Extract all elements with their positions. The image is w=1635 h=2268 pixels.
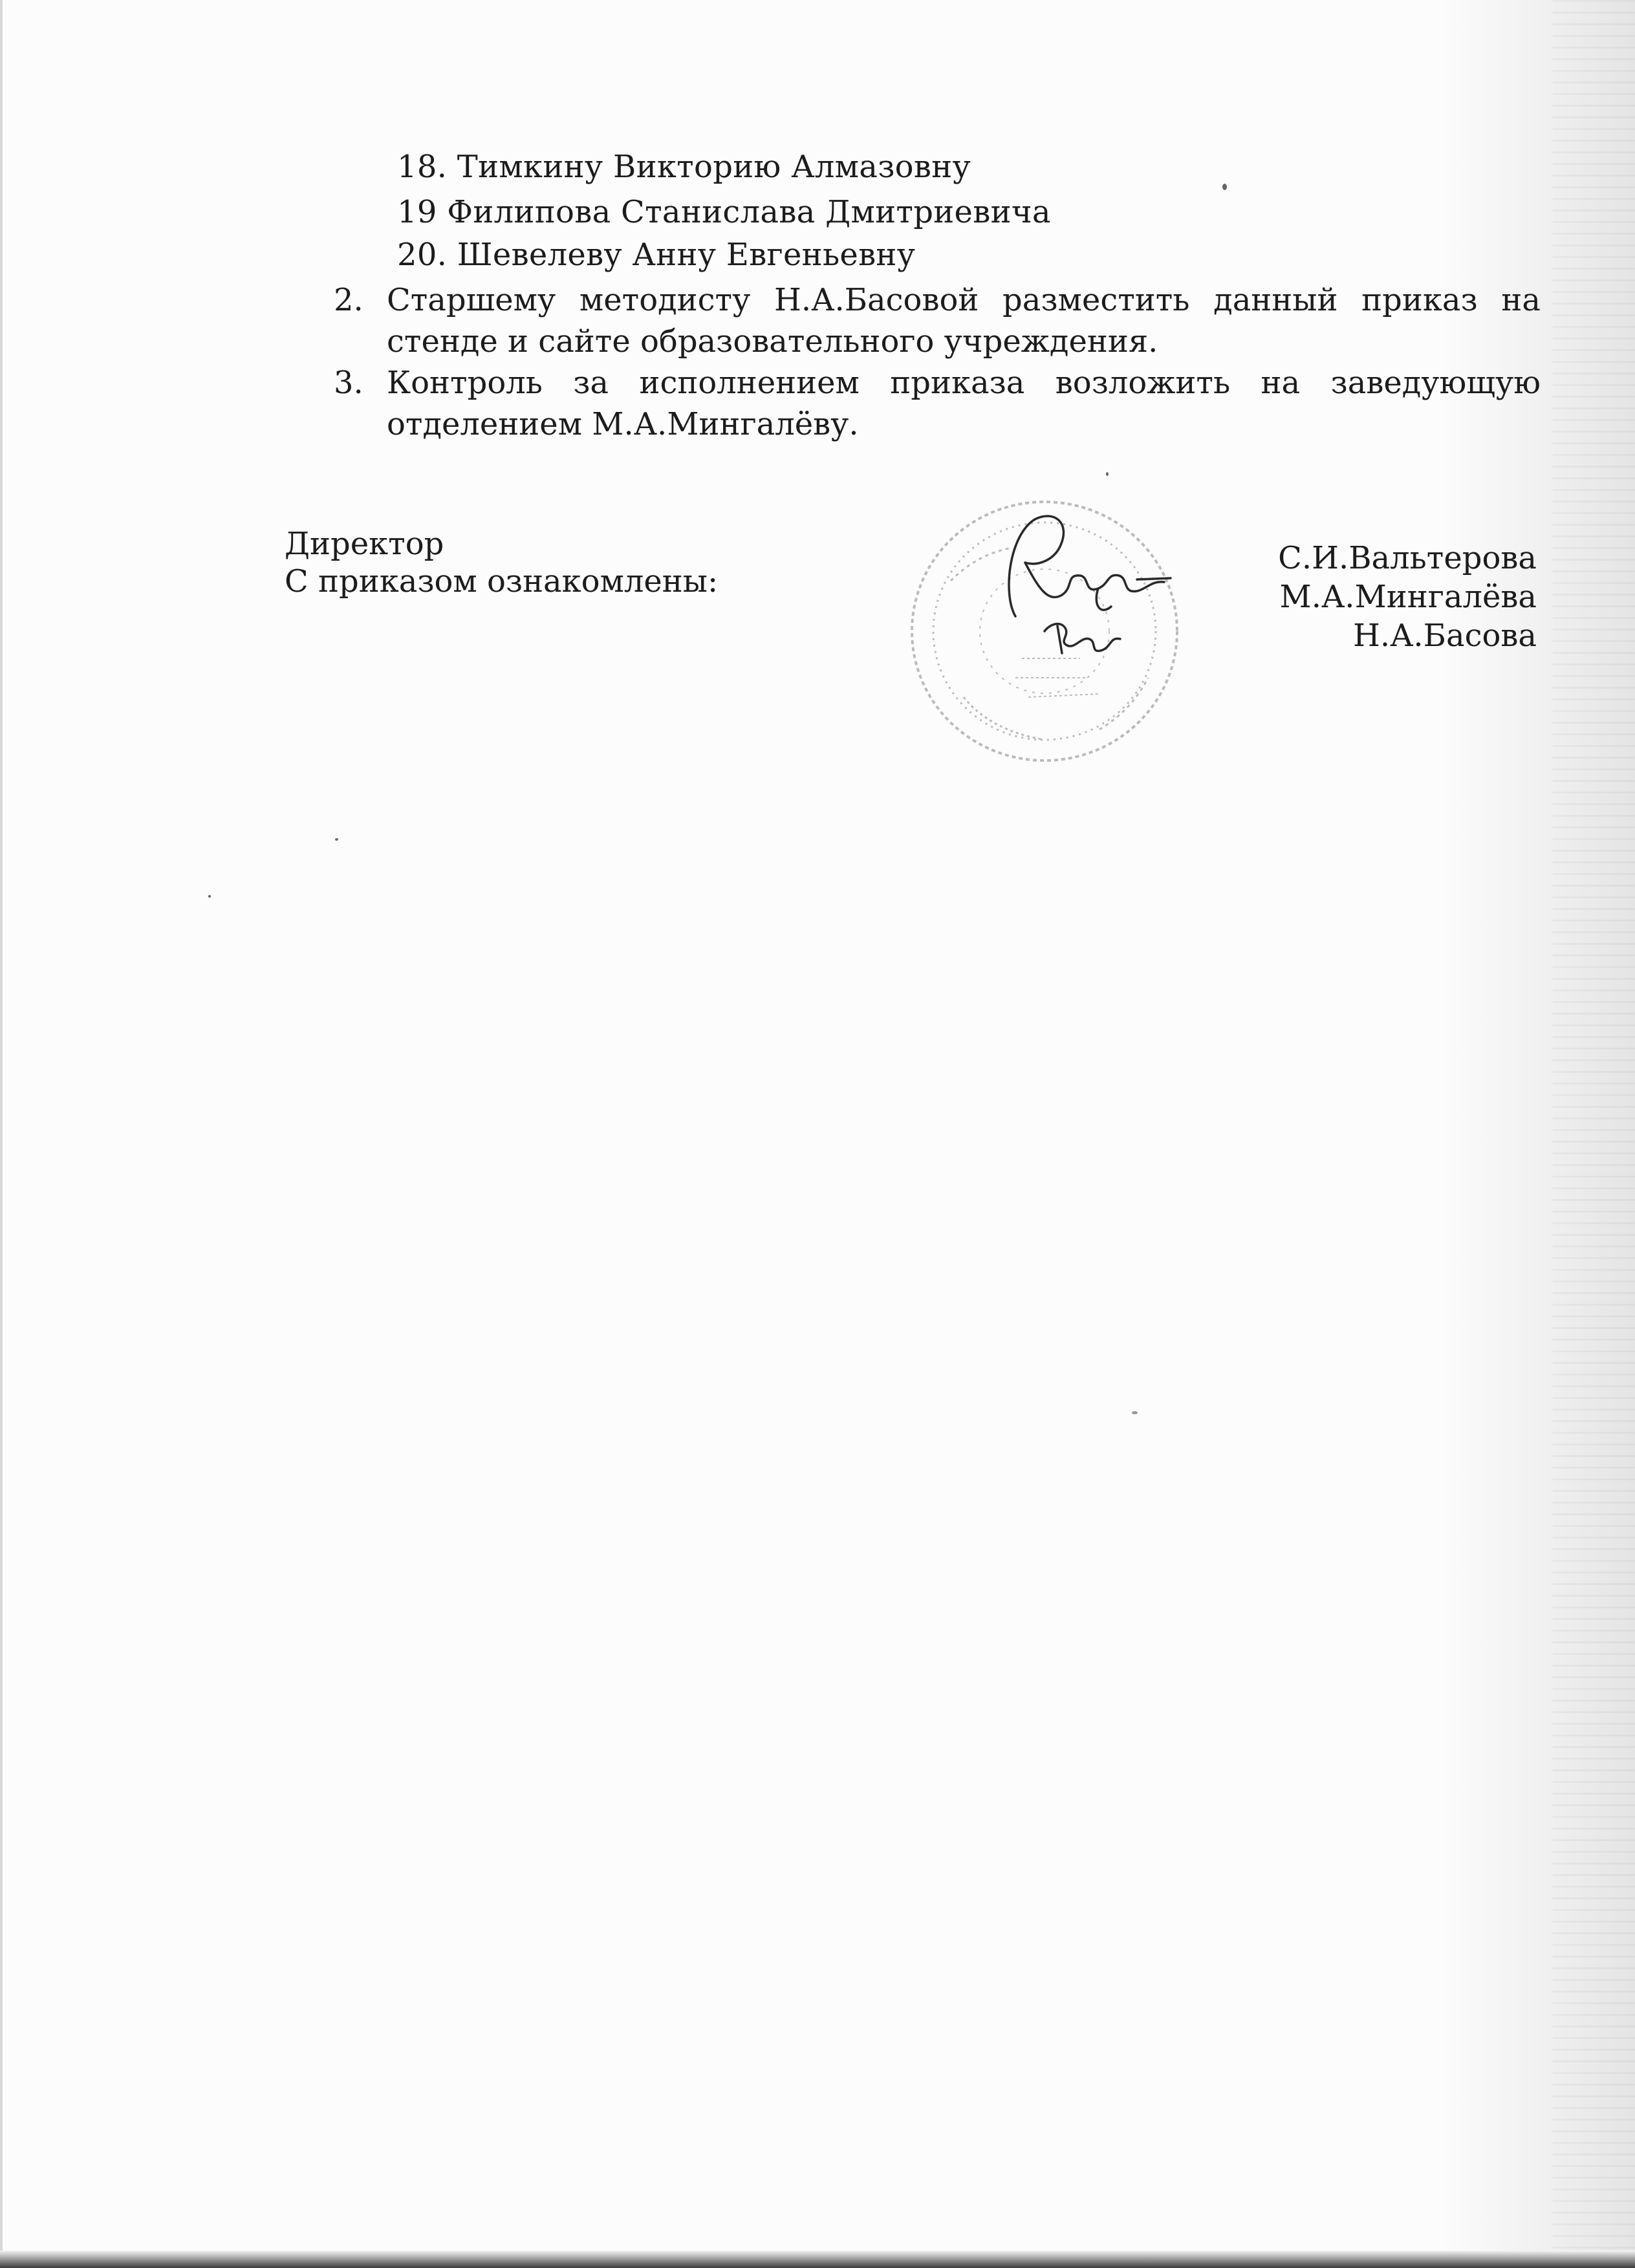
scan-speck	[1106, 472, 1109, 476]
order-item-number: 2.	[334, 282, 363, 318]
signatory-name-methodist: Н.А.Басова	[1352, 618, 1537, 654]
scan-right-shadow	[1552, 0, 1635, 2268]
scan-speck	[1222, 184, 1227, 190]
scan-speck	[1132, 1411, 1138, 1414]
signatory-name-head: М.А.Мингалёва	[1279, 579, 1537, 615]
handwritten-signature-icon	[1009, 516, 1171, 653]
order-item-text: Контроль за исполнением приказа возложить на заведующую отделением М.А.Мингалёву.	[387, 365, 1541, 442]
scan-speck	[335, 838, 338, 841]
scan-left-edge	[0, 0, 3, 2268]
list-item-18: 18. Тимкину Викторию Алмазовну	[397, 149, 971, 185]
acquainted-label: С приказом ознакомлены:	[285, 563, 719, 599]
scan-bottom-edge	[0, 2251, 1635, 2268]
signatory-name-director: С.И.Вальтерова	[1278, 540, 1537, 576]
list-item-19: 19 Филипова Станислава Дмитриевича	[397, 194, 1051, 230]
list-item-20: 20. Шевелеву Анну Евгеньевну	[397, 237, 916, 273]
scan-speck	[208, 895, 211, 898]
stamp-with-signature	[893, 484, 1196, 775]
order-item-text: Старшему методисту Н.А.Басовой разместить данный приказ на стенде и сайте образовательного учреждения.	[387, 282, 1541, 360]
director-label: Директор	[285, 526, 444, 562]
order-item-number: 3.	[334, 365, 363, 401]
